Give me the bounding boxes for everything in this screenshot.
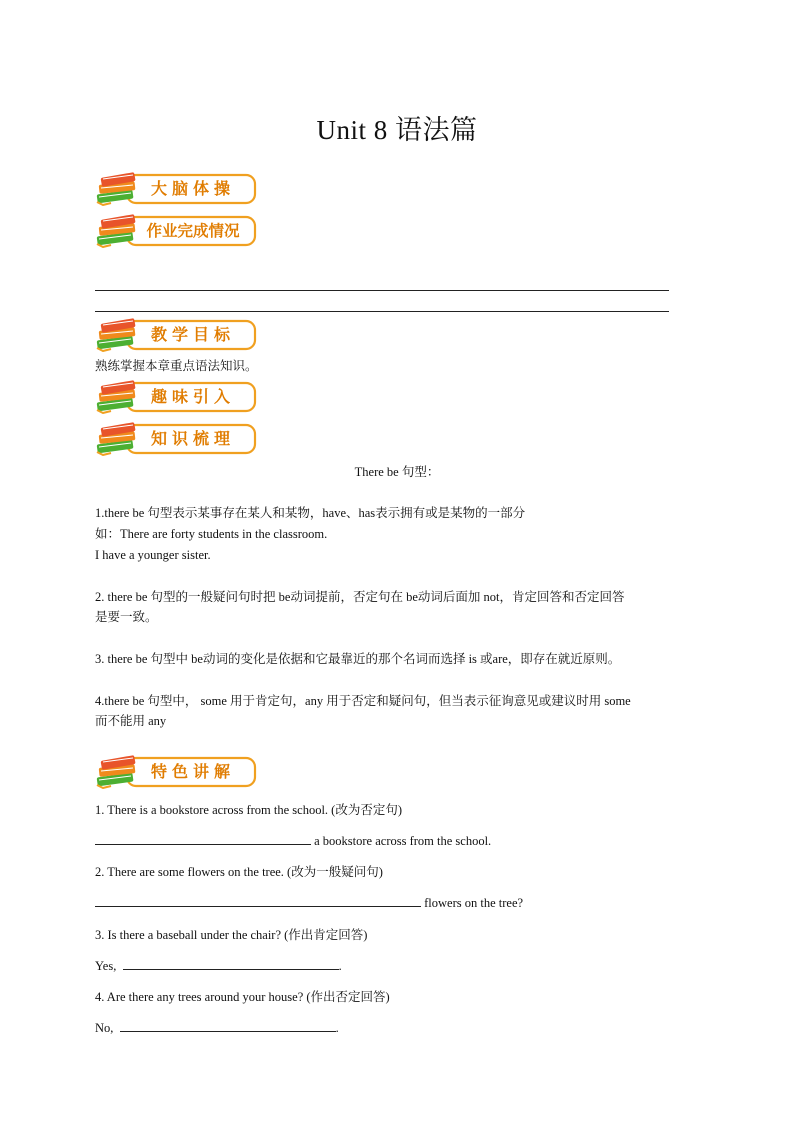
exercise-question-3: 3. Is there a baseball under the chair? (作出肯定回答) bbox=[95, 928, 368, 942]
fill-blank[interactable] bbox=[95, 893, 421, 907]
knowledge-point-3: 3. there be 句型中 be动词的变化是依据和它最靠近的那个名词而选择 is 或are，即存在就近原则。 bbox=[95, 652, 621, 666]
exercise-answer-3: Yes, . bbox=[95, 956, 342, 977]
section-label: 趣味引入 bbox=[150, 387, 235, 406]
knowledge-example: I have a younger sister. bbox=[95, 548, 211, 562]
fill-blank[interactable] bbox=[95, 831, 311, 845]
section-label: 知识梳理 bbox=[150, 429, 235, 448]
exercise-question-2: 2. There are some flowers on the tree. (改为一般疑问句) bbox=[95, 865, 383, 879]
knowledge-point-4: 4.there be 句型中， some 用于肯定句，any 用于否定和疑问句，但当表示征询意见或建议时用 some bbox=[95, 694, 631, 708]
section-label: 作业完成情况 bbox=[146, 222, 240, 240]
answer-line bbox=[95, 290, 669, 291]
section-badge-brain bbox=[95, 172, 260, 206]
section-badge-goal bbox=[95, 318, 260, 352]
knowledge-point-4-cont: 而不能用 any bbox=[95, 714, 167, 728]
exercise-question-4: 4. Are there any trees around your house? (作出否定回答) bbox=[95, 990, 390, 1004]
goal-text: 熟练掌握本章重点语法知识。 bbox=[95, 359, 258, 373]
knowledge-point-2: 2. there be 句型的一般疑问句时把 be动词提前，否定句在 be动词后面加 not，肯定回答和否定回答 bbox=[95, 590, 625, 604]
answer-line bbox=[95, 311, 669, 312]
knowledge-example: 如：There are forty students in the classroom. bbox=[95, 527, 328, 541]
fill-blank[interactable] bbox=[123, 956, 339, 970]
fill-blank[interactable] bbox=[120, 1018, 336, 1032]
exercise-answer-4: No, . bbox=[95, 1018, 339, 1039]
exercise-answer-1: a bookstore across from the school. bbox=[95, 831, 491, 852]
section-badge-special bbox=[95, 755, 260, 789]
knowledge-point-2-cont: 是要一致。 bbox=[95, 610, 158, 624]
exercise-question-1: 1. There is a bookstore across from the school. (改为否定句) bbox=[95, 803, 402, 817]
page-title: Unit 8 语法篇 bbox=[316, 115, 478, 145]
section-label: 特色讲解 bbox=[150, 762, 235, 781]
knowledge-heading: There be 句型： bbox=[354, 465, 440, 479]
section-label: 教学目标 bbox=[150, 325, 235, 344]
exercise-answer-2: flowers on the tree? bbox=[95, 893, 523, 914]
knowledge-point-1: 1.there be 句型表示某事存在某人和某物，have、has表示拥有或是某物的一部分 bbox=[95, 506, 526, 520]
section-badge-intro bbox=[95, 380, 260, 414]
section-label: 大脑体操 bbox=[150, 179, 235, 198]
section-badge-knowledge bbox=[95, 422, 260, 456]
section-badge-homework bbox=[95, 214, 260, 248]
